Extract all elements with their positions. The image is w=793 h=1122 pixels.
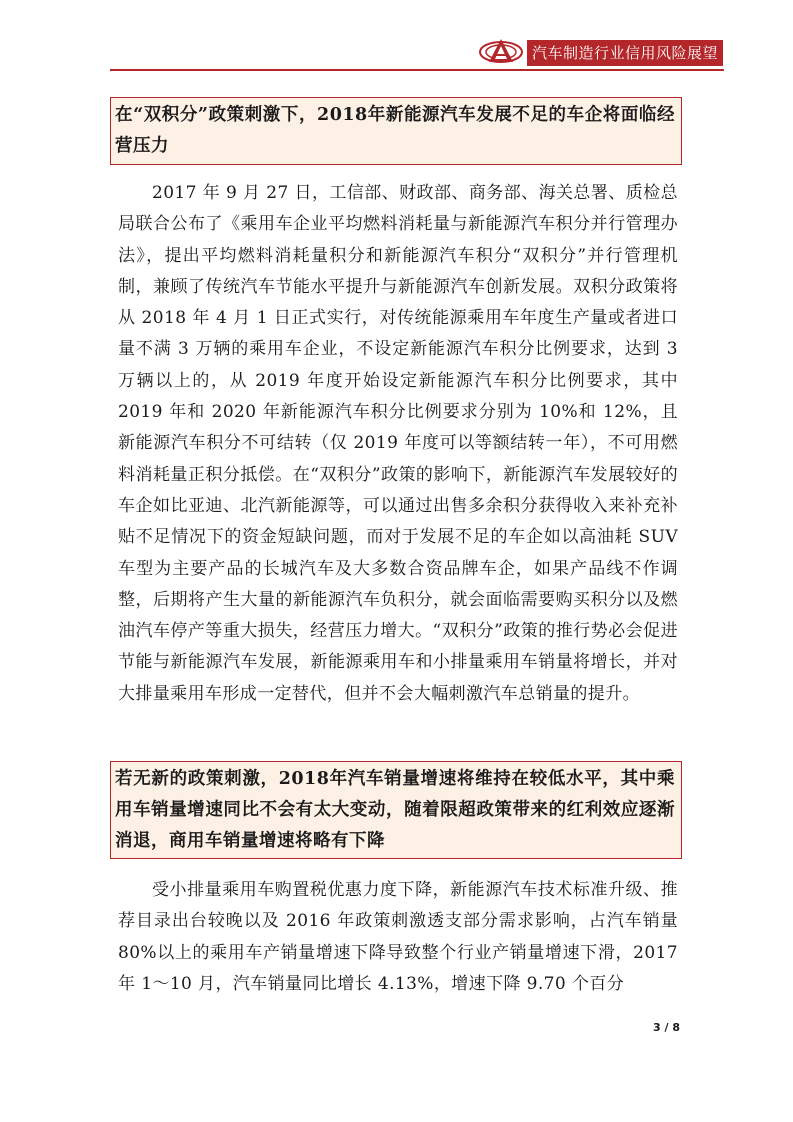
section-heading-sales-outlook: 若无新的政策刺激，2018年汽车销量增速将维持在较低水平，其中乘用车销量增速同比不会有太大变动，随着限超政策带来的红利效应逐渐消退，商用车销量增速将略有下降 <box>110 761 682 859</box>
body-paragraph-sales-outlook: 受小排量乘用车购置税优惠力度下降，新能源汽车技术标准升级、推荐目录出台较晚以及 2016 年政策刺激透支部分需求影响，占汽车销量 80%以上的乘用车产销量增速下降导致整个行业产销量增速下滑，2017 年 1～10 月，汽车销量同比增长 4.13%，增速下降 9.70 个百分 <box>118 880 678 994</box>
triangle-a-logo-icon <box>478 38 524 64</box>
header-divider <box>110 69 724 71</box>
page-number: 3 / 8 <box>653 1021 680 1034</box>
body-paragraph-dual-credit: 2017 年 9 月 27 日，工信部、财政部、商务部、海关总署、质检总局联合公布了《乘用车企业平均燃料消耗量与新能源汽车积分并行管理办法》，提出平均燃料消耗量积分和新能源汽车积分“双积分”并行管理机制，兼顾了传统汽车节能水平提升与新能源汽车创新发展。双积分政策将从 2018 年 4 月 1 日正式实行，对传统能源乘用车年度生产量或者进口量不满 3 万辆的乘用车企业，不设定新能源汽车积分比例要求，达到 3 万辆以上的，从 2019 年度开始设定新能源汽车积分比例要求，其中 2019 年和 2020 年新能源汽车积分比例要求分别为 10%和 12%，且新能源汽车积分不可结转（仅 2019 年度可以等额结转一年），不可用燃料消耗量正积分抵偿。在“双积分”政策的影响下，新能源汽车发展较好的车企如比亚迪、北汽新能源等，可以通过出售多余积分获得收入来补充补贴不足情况下的资金短缺问题，而对于发展不足的车企如以高油耗 SUV 车型为主要产品的长城汽车及大多数合资品牌车企，如果产品线不作调整，后期将产生大量的新能源汽车负积分，就会面临需要购买积分以及燃油汽车停产等重大损失，经营压力增大。“双积分”政策的推行势必会促进节能与新能源汽车发展，新能源乘用车和小排量乘用车销量将增长，并对大排量乘用车形成一定替代，但并不会大幅刺激汽车总销量的提升。 <box>118 183 678 704</box>
report-title: 汽车制造行业信用风险展望 <box>527 40 723 66</box>
page-header <box>0 0 793 70</box>
section-heading-dual-credit: 在“双积分”政策刺激下，2018年新能源汽车发展不足的车企将面临经营压力 <box>110 97 682 165</box>
